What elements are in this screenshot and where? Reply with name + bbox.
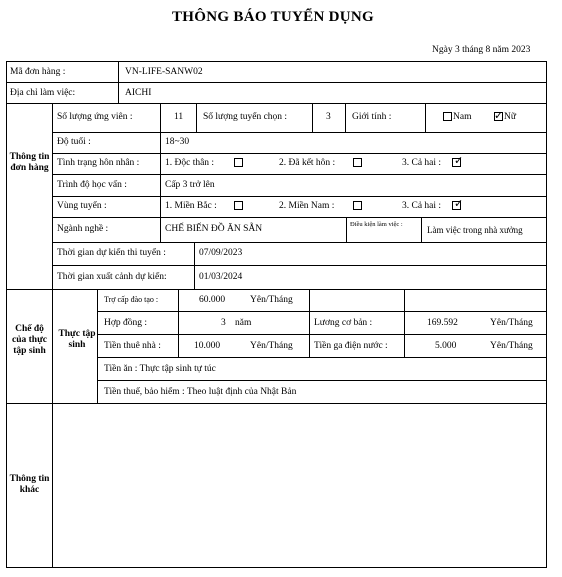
marital-option-1-checkbox[interactable] [234, 158, 243, 167]
row-divider [6, 82, 547, 83]
col-divider [194, 242, 195, 289]
section-intern: Thực tập sinh [58, 329, 96, 350]
col-divider [52, 103, 53, 568]
base-salary-unit: Yên/Tháng [490, 318, 533, 328]
training-allowance-unit: Yên/Tháng [250, 295, 293, 305]
row-divider [6, 289, 547, 290]
region-option-1-label: 1. Miền Bắc : [165, 201, 217, 211]
food-info: Tiền ăn : Thực tập sinh tự túc [104, 364, 216, 374]
contract-unit: năm [235, 318, 252, 328]
applicants-label: Số lượng ứng viên : [57, 112, 133, 122]
section-order-info: Thông tin đơn hàng [9, 152, 50, 173]
col-divider [421, 217, 422, 242]
training-allowance-label: Trợ cấp đào tạo : [104, 295, 159, 304]
age-label: Độ tuổi : [57, 137, 91, 147]
col-divider [309, 289, 310, 357]
work-location-value: AICHI [125, 88, 152, 98]
selected-label: Số lượng tuyển chọn : [203, 112, 288, 122]
row-divider [97, 311, 547, 312]
row-divider [97, 380, 547, 381]
work-condition-value: Làm việc trong nhà xưởng [427, 225, 523, 235]
exam-date-label: Thời gian dự kiến thi tuyển : [57, 248, 166, 258]
region-label: Vùng tuyển : [57, 201, 107, 211]
col-divider [118, 61, 119, 103]
check-mark-icon: ✓ [454, 154, 464, 167]
row-divider [6, 103, 547, 104]
row-divider [52, 196, 547, 197]
region-option-3-label: 3. Cả hai : [402, 201, 442, 211]
col-divider [345, 103, 346, 132]
row-divider [6, 403, 547, 404]
check-mark-icon: ✓ [454, 197, 464, 210]
row-divider [52, 242, 547, 243]
age-value: 18~30 [165, 137, 190, 147]
check-mark-icon: ✓ [494, 109, 504, 122]
col-divider [346, 217, 347, 242]
departure-date-label: Thời gian xuất cảnh dự kiến: [57, 272, 167, 282]
industry-label: Ngành nghề : [57, 224, 109, 234]
col-divider [97, 289, 98, 403]
work-location-label: Địa chỉ làm việc: [10, 88, 76, 98]
education-label: Trình độ học vấn : [57, 180, 127, 190]
contract-label: Hợp đồng : [104, 318, 148, 328]
order-code-value: VN-LIFE-SANW02 [125, 67, 203, 77]
col-divider [178, 289, 179, 357]
marital-option-2-checkbox[interactable] [353, 158, 362, 167]
row-divider [97, 357, 547, 358]
row-divider [52, 132, 547, 133]
marital-option-2-label: 2. Đã kết hôn : [279, 158, 336, 168]
row-divider [52, 217, 547, 218]
row-divider [52, 174, 547, 175]
base-salary-label: Lương cơ bản : [314, 318, 373, 328]
tax-insurance-info: Tiền thuế, bảo hiểm : Theo luật định của Nhật Bản [104, 387, 297, 397]
applicants-value: 11 [174, 112, 184, 122]
col-divider [196, 103, 197, 132]
col-divider [404, 289, 405, 357]
region-option-1-checkbox[interactable] [234, 201, 243, 210]
contract-value: 3 [221, 318, 226, 328]
work-condition-label: Điều kiện làm việc : [350, 221, 403, 228]
gender-male-checkbox[interactable] [443, 112, 452, 121]
col-divider [312, 103, 313, 132]
rent-unit: Yên/Tháng [250, 341, 293, 351]
document-date: Ngày 3 tháng 8 năm 2023 [432, 45, 531, 55]
region-option-2-label: 2. Miền Nam : [279, 201, 335, 211]
base-salary-value: 169.592 [427, 318, 458, 328]
row-divider [97, 334, 547, 335]
utilities-label: Tiền ga điện nước : [314, 341, 388, 351]
marital-option-1-label: 1. Độc thân : [165, 158, 215, 168]
row-divider [52, 265, 547, 266]
gender-male-label: Nam [453, 112, 472, 122]
training-allowance-value: 60.000 [199, 295, 226, 305]
section-intern-regime: Chế độ của thực tập sinh [12, 324, 47, 356]
marital-option-3-label: 3. Cả hai : [402, 158, 442, 168]
row-divider [52, 153, 547, 154]
rent-label: Tiền thuê nhà : [104, 341, 161, 351]
region-option-2-checkbox[interactable] [353, 201, 362, 210]
gender-female-label: Nữ [504, 112, 517, 122]
utilities-value: 5.000 [435, 341, 457, 351]
rent-value: 10.000 [194, 341, 221, 351]
selected-value: 3 [326, 112, 331, 122]
col-divider [160, 103, 161, 242]
section-other-info: Thông tin khác [9, 474, 50, 495]
exam-date-value: 07/09/2023 [199, 248, 243, 258]
order-code-label: Mã đơn hàng : [10, 67, 66, 77]
education-value: Cấp 3 trở lên [165, 180, 215, 190]
page-title: THÔNG BÁO TUYỂN DỤNG [172, 9, 374, 25]
marital-label: Tình trạng hôn nhân : [57, 158, 140, 168]
col-divider [425, 103, 426, 132]
utilities-unit: Yên/Tháng [490, 341, 533, 351]
departure-date-value: 01/03/2024 [199, 272, 243, 282]
industry-value: CHẾ BIẾN ĐỒ ĂN SẴN [165, 224, 263, 234]
gender-label: Giới tính : [352, 112, 392, 122]
